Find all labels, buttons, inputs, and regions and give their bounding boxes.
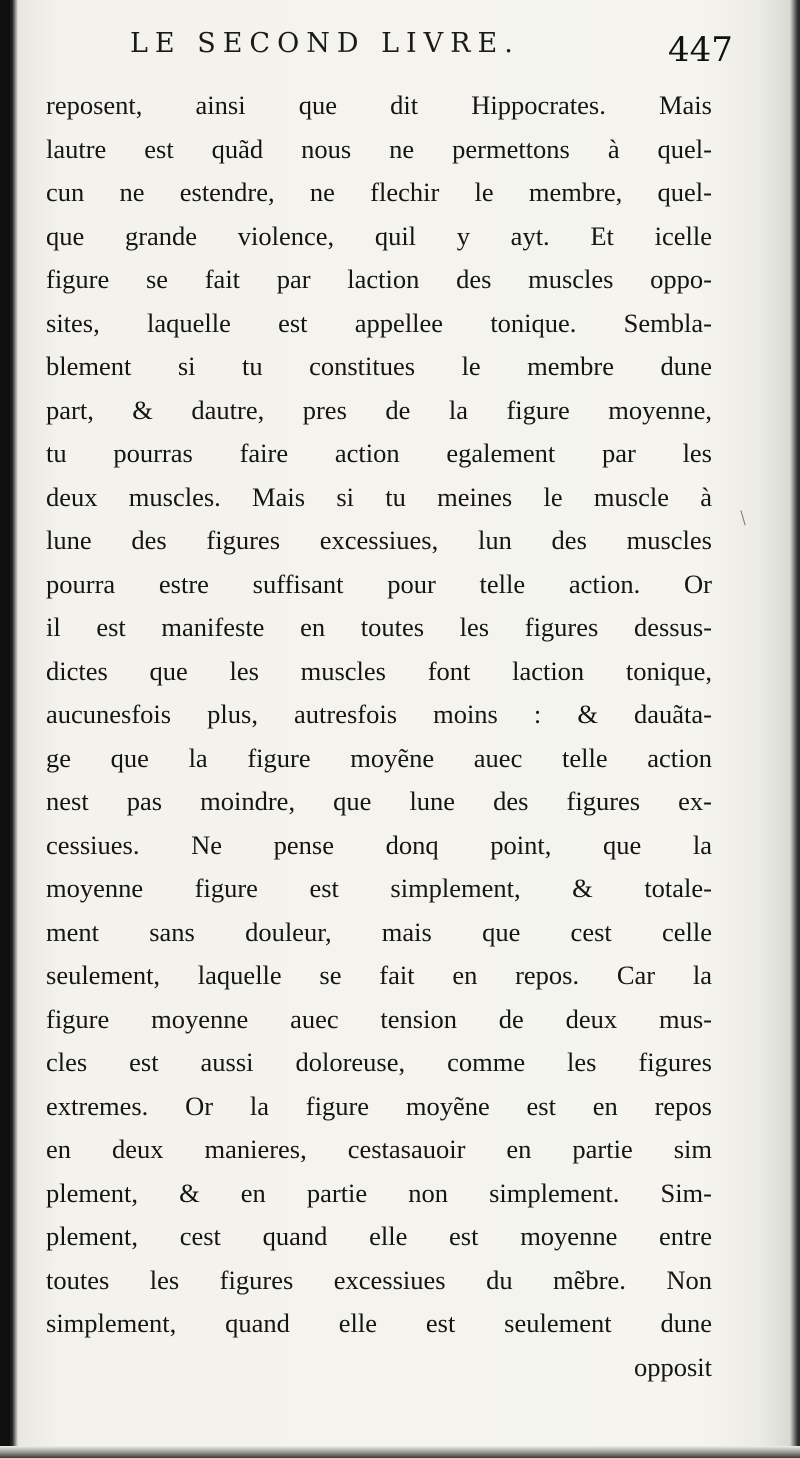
text-line: simplement, quand elle est seulement dune [46, 1308, 712, 1338]
text-line: que grande violence, quil y ayt. Et icelle [46, 220, 712, 251]
text-line: lune des figures excessiues, lun des muscles [46, 525, 712, 555]
text-line: seulement, laquelle se fait en repos. Car la [46, 960, 712, 990]
body-text [46, 84, 712, 1389]
text-line: ment sans douleur, mais que cest celle [46, 916, 712, 947]
running-head: LE SECOND LIVRE. [130, 28, 520, 59]
text-line: toutes les figures excessiues du mẽbre. Non [46, 1264, 712, 1295]
text-line: cles est aussi doloreuse, comme les figures [46, 1047, 712, 1077]
text-line: en deux manieres, cestasauoir en partie sim [46, 1134, 712, 1164]
text-line: moyenne figure est simplement, & totale- [46, 873, 712, 903]
text-line: plement, & en partie non simplement. Sim- [46, 1177, 712, 1208]
text-line: reposent, ainsi que dit Hippocrates. Mais [46, 90, 712, 120]
text-line: nest pas moindre, que lune des figures ex- [46, 786, 712, 816]
text-line: sites, laquelle est appellee tonique. Sembla- [46, 307, 712, 338]
text-line: il est manifeste en toutes les figures dessus- [46, 612, 712, 642]
text-line: blement si tu constitues le membre dune [46, 351, 712, 381]
text-line: figure se fait par laction des muscles oppo- [46, 264, 712, 294]
text-line: deux muscles. Mais si tu meines le muscle à [46, 481, 712, 512]
text-line: pourra estre suffisant pour telle action. Or [46, 568, 712, 599]
text-line: lautre est quãd nous ne permettons à quel- [46, 133, 712, 164]
margin-mark: / [733, 505, 753, 530]
text-line: cessiues. Ne pense donq point, que la [46, 829, 712, 860]
text-line: aucunesfois plus, autresfois moins : & dauãta- [46, 699, 712, 729]
text-line: plement, cest quand elle est moyenne entre [46, 1221, 712, 1251]
text-line: tu pourras faire action egalement par les [46, 438, 712, 468]
text-line: extremes. Or la figure moyẽne est en repos [46, 1090, 712, 1121]
catchword: opposit [633, 1351, 712, 1382]
binding-shadow [0, 0, 10, 1458]
text-line: part, & dautre, pres de la figure moyenne, [46, 394, 712, 425]
text-line: dictes que les muscles font laction tonique, [46, 655, 712, 686]
text-line: ge que la figure moyẽne auec telle action [46, 742, 712, 773]
page-bottom-edge [0, 1446, 800, 1458]
page-number: 447 [668, 30, 733, 70]
text-line: cun ne estendre, ne flechir le membre, quel- [46, 177, 712, 207]
text-line: figure moyenne auec tension de deux mus- [46, 1003, 712, 1034]
